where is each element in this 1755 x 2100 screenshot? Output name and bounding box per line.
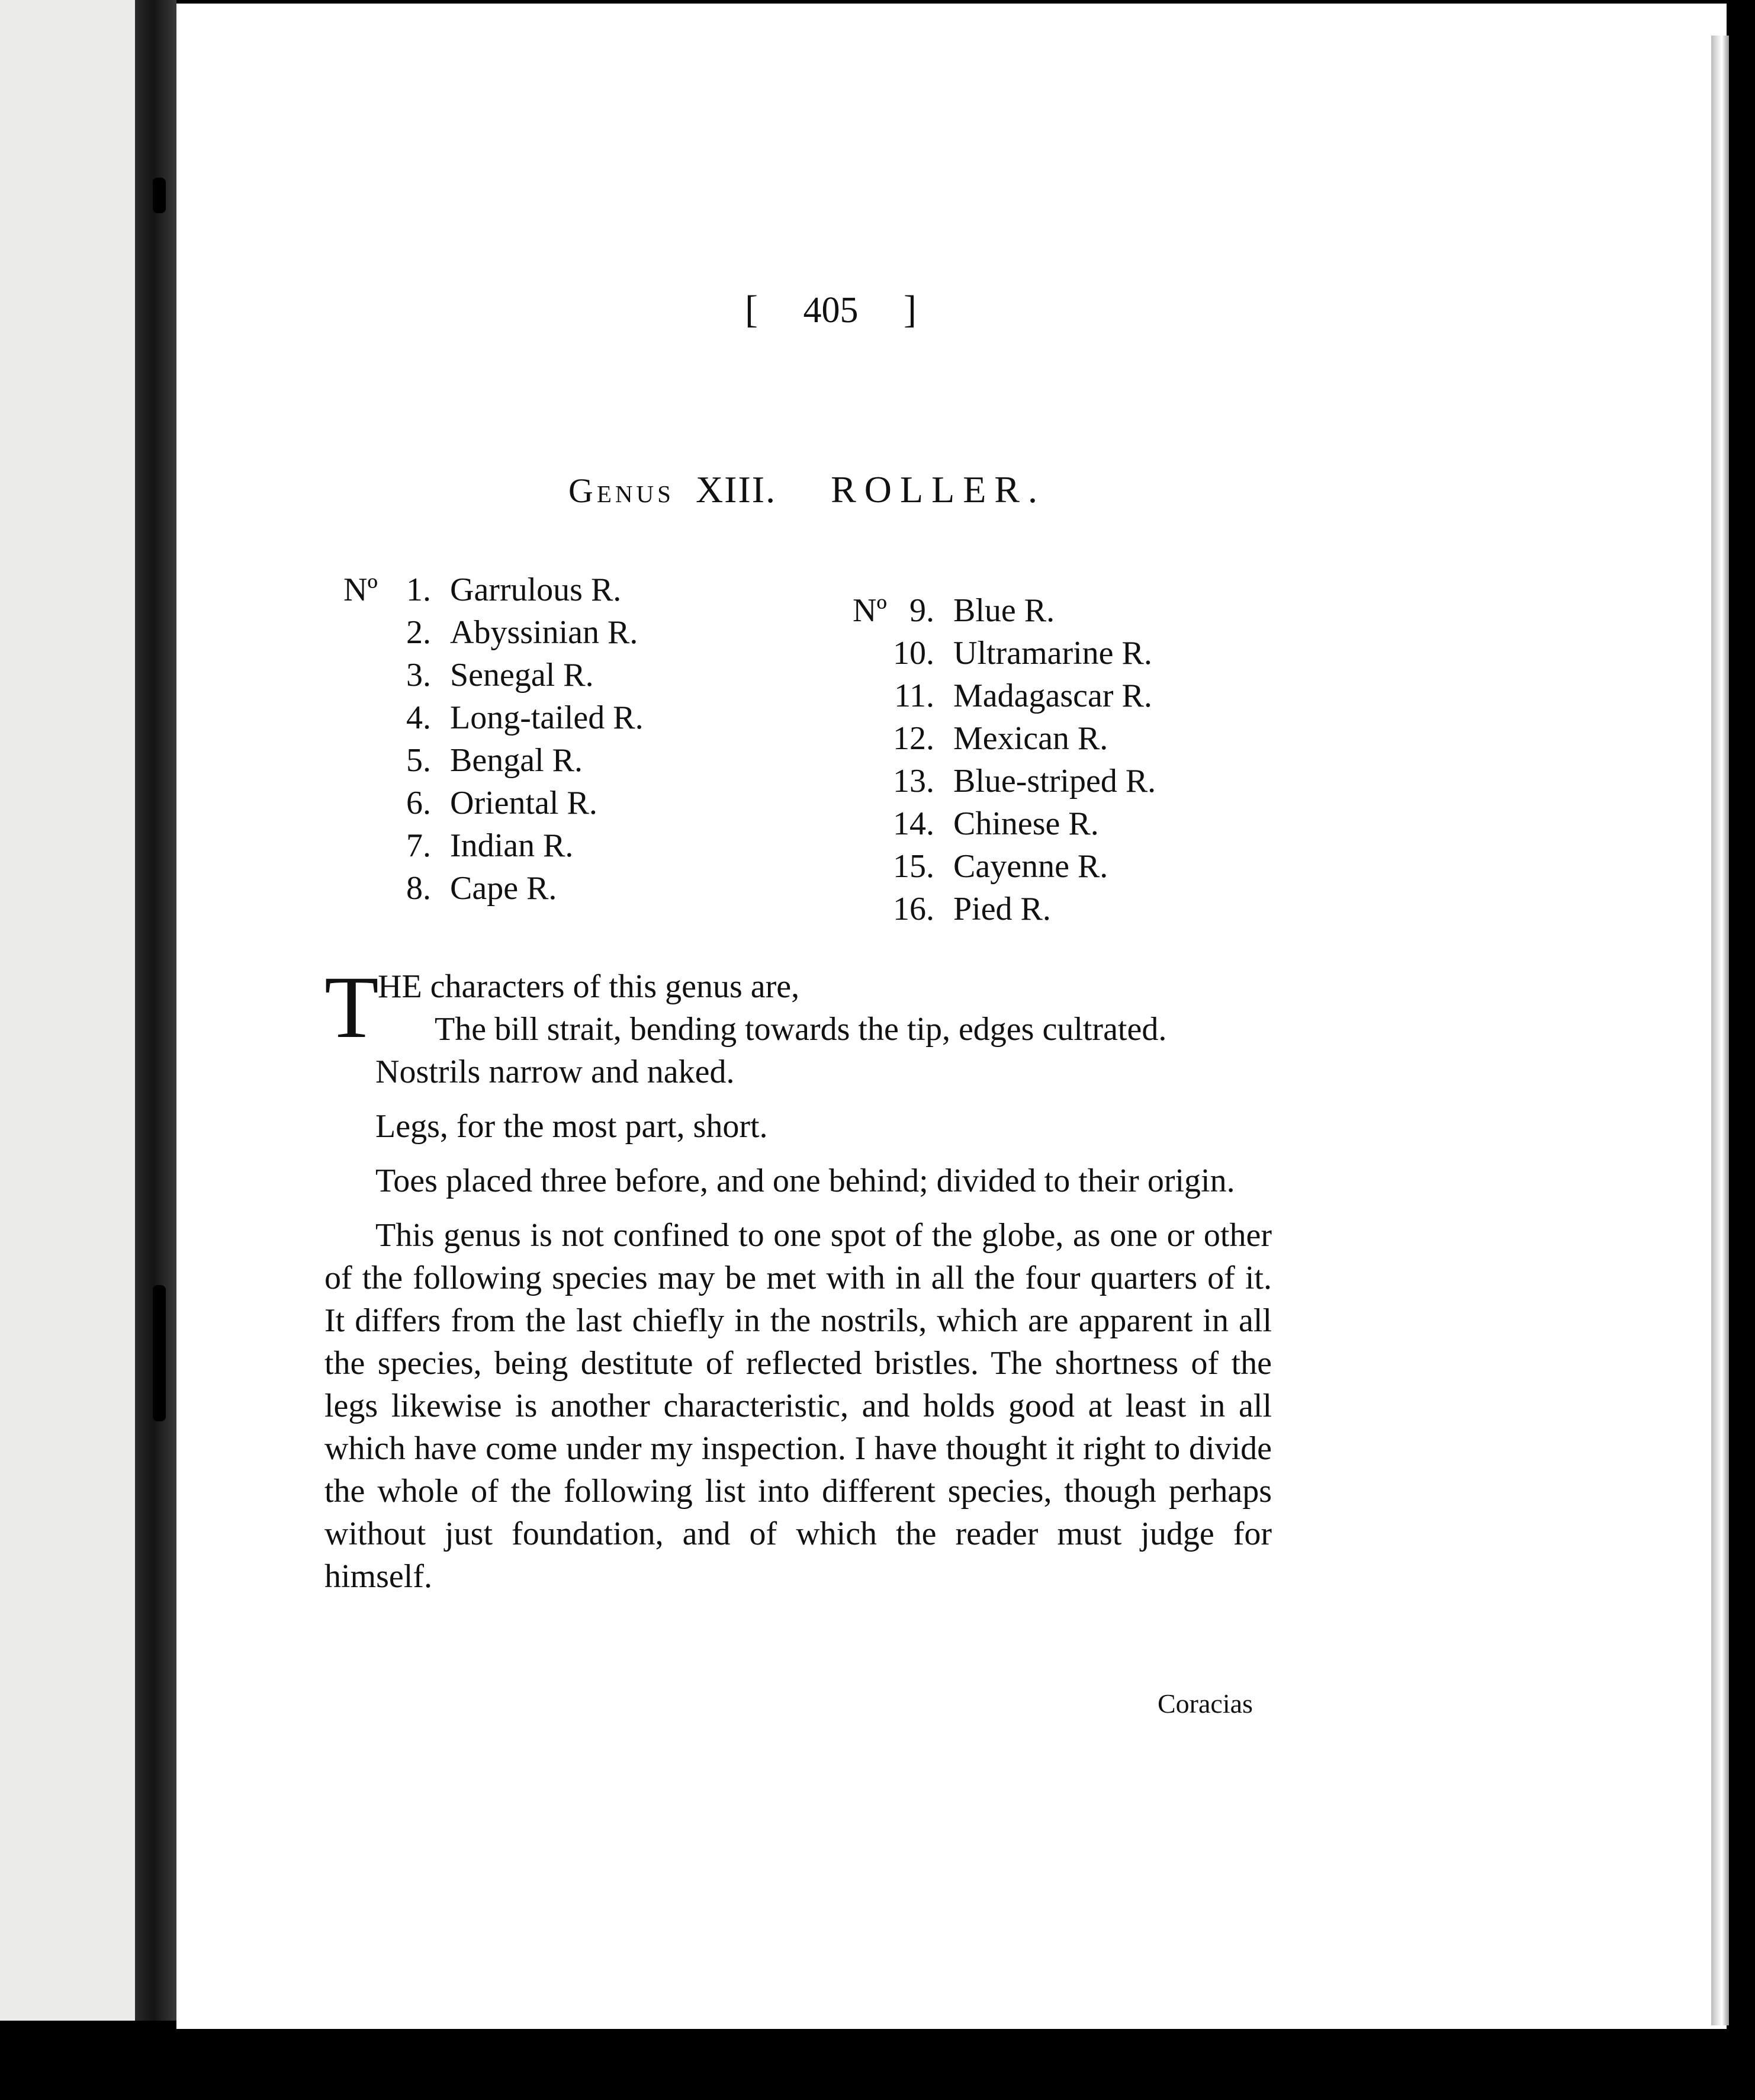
species-name: Garrulous R.	[450, 571, 622, 608]
toes-description: Toes placed three before, and one behind; divided to their origin.	[375, 1163, 1235, 1199]
genus-numeral: XIII.	[695, 468, 777, 510]
list-item	[853, 760, 1267, 802]
list-item	[853, 802, 1267, 845]
species-number: 3.	[406, 657, 431, 693]
drop-cap: T	[324, 958, 379, 1057]
list-item	[853, 675, 1267, 717]
facing-page-edge	[0, 0, 136, 2021]
catchword: Coracias	[1158, 1688, 1253, 1719]
species-name: Madagascar R.	[953, 677, 1152, 714]
species-number: 5.	[406, 742, 431, 779]
genus-paragraph: This genus is not confined to one spot of the globe, as one or other of the following species may be met with in all the four quarters of it. It differs from the last chiefly in the nostrils, which are apparent in all the species, being destitute of reflected bristles. The shortness of the legs likewise is another characteristic, and holds good at least in all which have come under my inspection. I have thought it right to divide the whole of the following list into different species, though perhaps without just foundation, and of which the reader must judge for himself.	[324, 1217, 1272, 1595]
species-name: Pied R.	[953, 891, 1051, 927]
species-list-right	[853, 589, 1267, 930]
list-item	[853, 845, 1267, 888]
list-item	[355, 611, 770, 654]
folio-number: 405	[803, 290, 859, 330]
species-name: Blue-striped R.	[953, 763, 1156, 799]
species-name: Bengal R.	[450, 742, 583, 779]
species-number: 10.	[893, 635, 934, 672]
folio-open-bracket: [	[745, 288, 758, 331]
list-item	[853, 888, 1267, 930]
page-number	[745, 287, 917, 332]
list-item	[355, 782, 770, 824]
bill-description: The bill strait, bending towards the tip, edges cultrated.	[435, 1011, 1167, 1048]
species-name: Indian R.	[450, 827, 574, 864]
species-number: 14.	[893, 805, 934, 842]
species-number: 13.	[893, 763, 934, 799]
list-item	[853, 632, 1267, 675]
species-number: 16.	[893, 891, 934, 927]
species-number: 6.	[406, 785, 431, 821]
binding-mark	[153, 178, 166, 213]
species-number: 12.	[893, 720, 934, 757]
genus-heading	[568, 468, 1046, 512]
species-number: 4.	[406, 699, 431, 736]
species-number: 2.	[406, 614, 431, 651]
legs-description: Legs, for the most part, short.	[375, 1108, 768, 1145]
species-name: Ultramarine R.	[953, 635, 1152, 672]
species-name: Senegal R.	[450, 657, 594, 693]
list-item	[355, 654, 770, 696]
nostrils-description: Nostrils narrow and naked.	[375, 1054, 735, 1090]
number-prefix: Nº	[853, 592, 887, 629]
species-number: 15.	[893, 848, 934, 885]
species-name: Mexican R.	[953, 720, 1108, 757]
page-edge-shadow	[1711, 36, 1729, 2025]
species-number: 7.	[406, 827, 431, 864]
genus-label: Genus	[568, 471, 674, 510]
species-name: Abyssinian R.	[450, 614, 638, 651]
genus-title: ROLLER.	[831, 468, 1046, 510]
intro-text: HE characters of this genus are,	[378, 968, 800, 1005]
species-name: Chinese R.	[953, 805, 1099, 842]
folio-close-bracket: ]	[904, 288, 917, 331]
list-item	[343, 569, 770, 611]
species-name: Long-tailed R.	[450, 699, 644, 736]
list-item	[853, 717, 1267, 760]
list-item	[853, 589, 1267, 632]
species-list-left	[343, 569, 770, 910]
list-item	[355, 824, 770, 867]
number-prefix: Nº	[343, 571, 378, 608]
species-number: 8.	[406, 870, 431, 907]
species-name: Oriental R.	[450, 785, 597, 821]
binding-mark	[153, 1285, 166, 1421]
list-item	[355, 739, 770, 782]
species-name: Cayenne R.	[953, 848, 1108, 885]
species-name: Cape R.	[450, 870, 557, 907]
body-text	[324, 958, 1272, 1598]
list-item	[355, 867, 770, 910]
species-number: 9.	[909, 592, 934, 629]
species-name: Blue R.	[953, 592, 1055, 629]
list-item	[355, 696, 770, 739]
species-number: 11.	[894, 677, 934, 714]
book-gutter	[135, 0, 176, 2021]
species-number: 1.	[406, 571, 431, 608]
